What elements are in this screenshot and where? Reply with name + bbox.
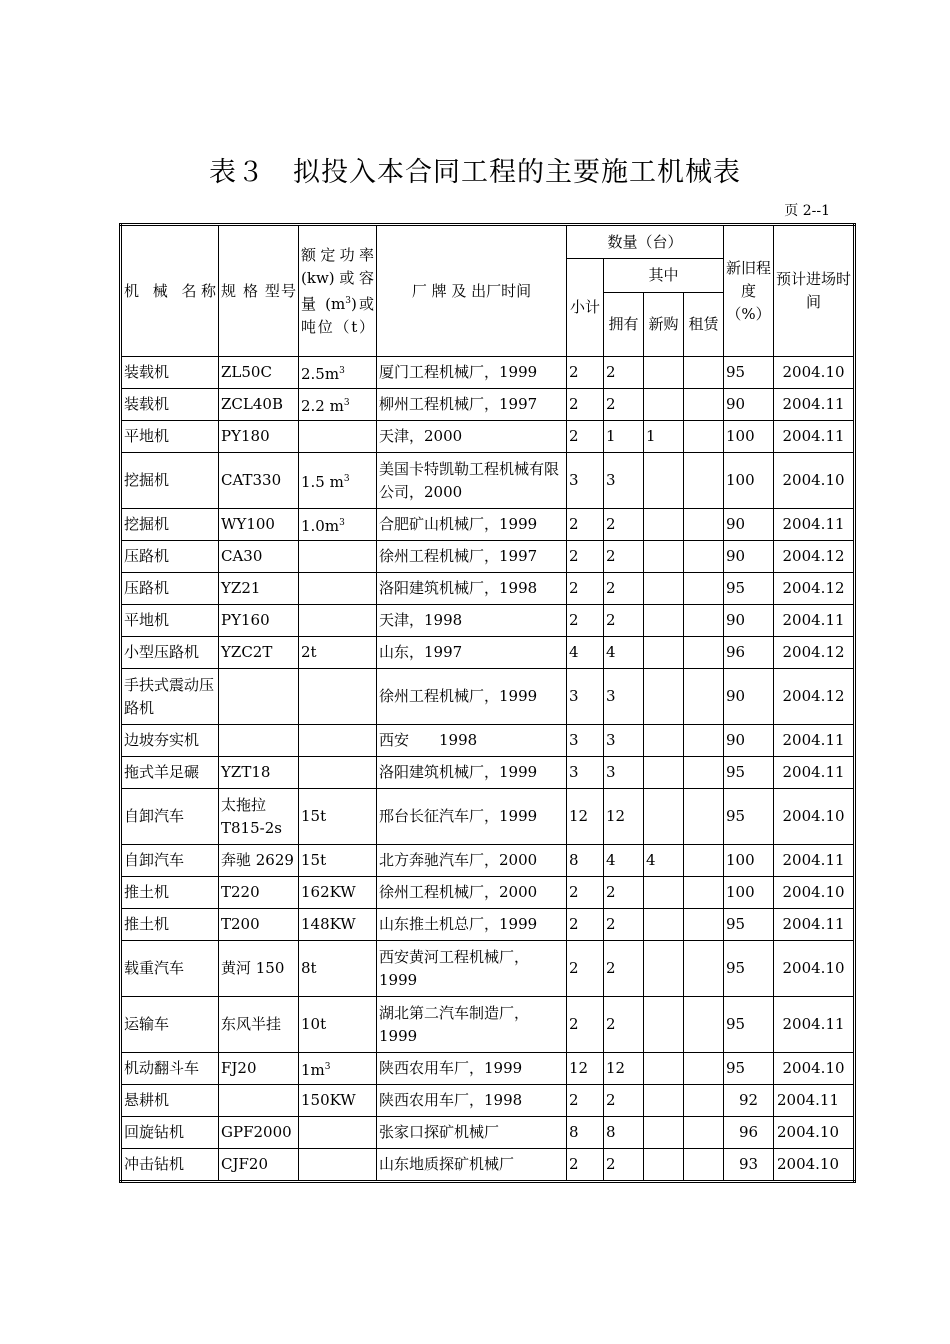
cell-condition: 90 [724,389,774,421]
cell-arrival: 2004.11 [774,845,855,877]
table-row [121,509,855,541]
header-capacity: 额定功率(kw)或容量 $(m^3)$或吨位（t） [299,225,377,357]
cell-condition: 90 [724,669,774,725]
cell-maker: 陕西农用车厂，1999 [377,1053,567,1085]
cell-subtotal: 2 [567,941,604,997]
cell-owned: 2 [604,357,644,389]
cell-new-buy [644,357,684,389]
cell-maker: 西安 1998 [377,725,567,757]
cell-arrival: 2004.11 [774,1085,855,1117]
cell-new-buy [644,669,684,725]
table-row [121,357,855,389]
cell-spec: 黄河 150 [219,941,299,997]
cell-name: 自卸汽车 [121,789,219,845]
cell-condition: 95 [724,941,774,997]
cell-subtotal: 3 [567,757,604,789]
cell-rent [684,725,724,757]
table-row [121,909,855,941]
cell-capacity [299,605,377,637]
cell-new-buy [644,1085,684,1117]
cell-arrival: 2004.11 [774,997,855,1053]
cell-name: 机动翻斗车 [121,1053,219,1085]
cell-rent [684,789,724,845]
table-row [121,541,855,573]
cell-condition: 90 [724,541,774,573]
cell-name: 边坡夯实机 [121,725,219,757]
cell-condition: 95 [724,757,774,789]
table-row [121,389,855,421]
cell-name: 冲击钻机 [121,1149,219,1182]
cell-new-buy [644,453,684,509]
header-maker: 厂 牌 及 出厂时间 [377,225,567,357]
cell-new-buy [644,909,684,941]
cell-name: 回旋钻机 [121,1117,219,1149]
cell-maker: 山东，1997 [377,637,567,669]
cell-new-buy [644,573,684,605]
cell-subtotal: 4 [567,637,604,669]
cell-condition: 90 [724,605,774,637]
cell-subtotal: 8 [567,1117,604,1149]
cell-arrival: 2004.10 [774,1149,855,1182]
cell-new-buy [644,1117,684,1149]
cell-capacity: 162KW [299,877,377,909]
cell-owned: 3 [604,453,644,509]
cell-owned: 12 [604,1053,644,1085]
cell-name: 悬耕机 [121,1085,219,1117]
cell-spec [219,725,299,757]
cell-subtotal: 12 [567,789,604,845]
cell-new-buy [644,389,684,421]
cell-arrival: 2004.10 [774,789,855,845]
table-row [121,1149,855,1182]
cell-rent [684,605,724,637]
cell-spec: CA30 [219,541,299,573]
cell-rent [684,757,724,789]
header-quantity: 数量（台） [567,225,724,259]
cell-maker: 西安黄河工程机械厂，1999 [377,941,567,997]
cell-owned: 2 [604,877,644,909]
cell-name: 自卸汽车 [121,845,219,877]
cell-maker: 徐州工程机械厂，1997 [377,541,567,573]
cell-arrival: 2004.10 [774,1117,855,1149]
cell-spec [219,669,299,725]
cell-condition: 95 [724,357,774,389]
cell-spec: FJ20 [219,1053,299,1085]
cell-arrival: 2004.10 [774,1053,855,1085]
cell-condition: 93 [724,1149,774,1182]
cell-capacity: 2.2 $m^3$ [299,389,377,421]
cell-rent [684,357,724,389]
cell-rent [684,541,724,573]
header-among: 其中 [604,259,724,293]
cell-new-buy [644,509,684,541]
cell-new-buy: 4 [644,845,684,877]
cell-capacity: 2t [299,637,377,669]
cell-subtotal: 8 [567,845,604,877]
cell-owned: 3 [604,757,644,789]
cell-condition: 95 [724,1053,774,1085]
cell-maker: 徐州工程机械厂，2000 [377,877,567,909]
cell-capacity [299,757,377,789]
cell-capacity: 148KW [299,909,377,941]
header-owned: 拥有 [604,293,644,357]
header-spec: 规 格 型号 [219,225,299,357]
cell-owned: 2 [604,573,644,605]
cell-owned: 4 [604,637,644,669]
cell-capacity: 1.5 $m^3$ [299,453,377,509]
cell-maker: 天津，2000 [377,421,567,453]
cell-name: 拖式羊足碾 [121,757,219,789]
cell-capacity: 10t [299,997,377,1053]
table-body [121,357,855,1182]
cell-owned: 2 [604,1149,644,1182]
cell-subtotal: 2 [567,421,604,453]
cell-condition: 100 [724,845,774,877]
cell-spec: YZC2T [219,637,299,669]
cell-capacity [299,541,377,573]
cell-condition: 95 [724,573,774,605]
cell-owned: 2 [604,389,644,421]
cell-capacity [299,669,377,725]
cell-arrival: 2004.10 [774,877,855,909]
cell-spec: PY160 [219,605,299,637]
cell-capacity [299,1149,377,1182]
cell-owned: 2 [604,997,644,1053]
cell-new-buy [644,637,684,669]
cell-name: 载重汽车 [121,941,219,997]
header-rent: 租赁 [684,293,724,357]
cell-owned: 2 [604,541,644,573]
cell-capacity [299,421,377,453]
cell-rent [684,509,724,541]
cell-condition: 92 [724,1085,774,1117]
cell-spec: CJF20 [219,1149,299,1182]
cell-condition: 95 [724,789,774,845]
machinery-table [119,223,856,1183]
cell-condition: 90 [724,509,774,541]
cell-rent [684,909,724,941]
cell-rent [684,1117,724,1149]
cell-spec: PY180 [219,421,299,453]
cell-maker: 张家口探矿机械厂 [377,1117,567,1149]
cell-condition: 100 [724,453,774,509]
cell-owned: 2 [604,941,644,997]
cell-spec: YZ21 [219,573,299,605]
cell-name: 推土机 [121,877,219,909]
table-row [121,845,855,877]
cell-owned: 3 [604,669,644,725]
cell-maker: 柳州工程机械厂，1997 [377,389,567,421]
header-arrival: 预计进场时间 [774,225,855,357]
cell-subtotal: 2 [567,1149,604,1182]
cell-name: 挖掘机 [121,509,219,541]
cell-arrival: 2004.10 [774,453,855,509]
cell-spec: CAT330 [219,453,299,509]
cell-name: 装载机 [121,389,219,421]
table-row [121,573,855,605]
cell-new-buy [644,757,684,789]
cell-new-buy [644,941,684,997]
table-row [121,1053,855,1085]
table-row [121,877,855,909]
page-title: 表３ 拟投入本合同工程的主要施工机械表 [209,157,741,188]
cell-rent [684,669,724,725]
cell-capacity: 150KW [299,1085,377,1117]
cell-arrival: 2004.12 [774,669,855,725]
cell-owned: 2 [604,909,644,941]
header-subtotal: 小计 [567,259,604,357]
cell-new-buy: 1 [644,421,684,453]
cell-new-buy [644,789,684,845]
cell-spec: 太拖拉T815-2s [219,789,299,845]
cell-spec: T200 [219,909,299,941]
cell-rent [684,997,724,1053]
cell-new-buy [644,877,684,909]
cell-owned: 2 [604,509,644,541]
table-row [121,789,855,845]
cell-spec: T220 [219,877,299,909]
cell-arrival: 2004.12 [774,637,855,669]
cell-subtotal: 2 [567,605,604,637]
cell-arrival: 2004.11 [774,509,855,541]
cell-arrival: 2004.11 [774,725,855,757]
cell-name: 运输车 [121,997,219,1053]
cell-arrival: 2004.12 [774,573,855,605]
cell-capacity: $1.0m^3$ [299,509,377,541]
cell-subtotal: 2 [567,357,604,389]
cell-owned: 2 [604,1085,644,1117]
cell-subtotal: 2 [567,1085,604,1117]
table-row [121,1117,855,1149]
cell-capacity: $2.5m^3$ [299,357,377,389]
cell-owned: 8 [604,1117,644,1149]
header-name: 机 械 名称 [121,225,219,357]
cell-name: 平地机 [121,605,219,637]
cell-maker: 山东推土机总厂，1999 [377,909,567,941]
cell-maker: 徐州工程机械厂，1999 [377,669,567,725]
header-condition: 新旧程度（%） [724,225,774,357]
cell-capacity: 15t [299,845,377,877]
cell-capacity [299,725,377,757]
cell-subtotal: 2 [567,877,604,909]
cell-capacity [299,573,377,605]
cell-new-buy [644,605,684,637]
cell-arrival: 2004.11 [774,605,855,637]
table-row [121,725,855,757]
table-row [121,453,855,509]
cell-arrival: 2004.11 [774,421,855,453]
table-row [121,941,855,997]
cell-new-buy [644,997,684,1053]
cell-spec [219,1085,299,1117]
cell-subtotal: 3 [567,669,604,725]
cell-name: 平地机 [121,421,219,453]
header-new-buy: 新购 [644,293,684,357]
cell-subtotal: 3 [567,725,604,757]
cell-subtotal: 2 [567,997,604,1053]
cell-condition: 95 [724,909,774,941]
cell-spec: YZT18 [219,757,299,789]
cell-condition: 96 [724,1117,774,1149]
table-row [121,669,855,725]
cell-name: 装载机 [121,357,219,389]
cell-owned: 4 [604,845,644,877]
cell-spec: ZL50C [219,357,299,389]
cell-maker: 邢台长征汽车厂，1999 [377,789,567,845]
cell-name: 压路机 [121,541,219,573]
cell-subtotal: 12 [567,1053,604,1085]
cell-condition: 96 [724,637,774,669]
cell-spec: 奔驰 2629 [219,845,299,877]
cell-rent [684,453,724,509]
cell-maker: 洛阳建筑机械厂，1999 [377,757,567,789]
cell-capacity: $1m^3$ [299,1053,377,1085]
cell-rent [684,1053,724,1085]
cell-arrival: 2004.10 [774,941,855,997]
cell-condition: 95 [724,997,774,1053]
cell-rent [684,941,724,997]
cell-maker: 厦门工程机械厂，1999 [377,357,567,389]
cell-rent [684,1085,724,1117]
cell-arrival: 2004.10 [774,357,855,389]
cell-maker: 山东地质探矿机械厂 [377,1149,567,1182]
cell-maker: 湖北第二汽车制造厂，1999 [377,997,567,1053]
table-row [121,421,855,453]
cell-new-buy [644,1149,684,1182]
cell-rent [684,421,724,453]
cell-subtotal: 3 [567,453,604,509]
cell-new-buy [644,725,684,757]
cell-name: 压路机 [121,573,219,605]
table-row [121,1085,855,1117]
cell-arrival: 2004.12 [774,541,855,573]
cell-subtotal: 2 [567,509,604,541]
cell-arrival: 2004.11 [774,389,855,421]
table-row [121,757,855,789]
cell-rent [684,1149,724,1182]
cell-spec: GPF2000 [219,1117,299,1149]
cell-owned: 1 [604,421,644,453]
cell-capacity: 8t [299,941,377,997]
cell-rent [684,845,724,877]
cell-owned: 2 [604,605,644,637]
cell-maker: 美国卡特凯勒工程机械有限公司，2000 [377,453,567,509]
cell-maker: 陕西农用车厂，1998 [377,1085,567,1117]
cell-subtotal: 2 [567,909,604,941]
cell-name: 手扶式震动压路机 [121,669,219,725]
cell-name: 挖掘机 [121,453,219,509]
cell-name: 推土机 [121,909,219,941]
cell-maker: 合肥矿山机械厂，1999 [377,509,567,541]
cell-name: 小型压路机 [121,637,219,669]
cell-owned: 3 [604,725,644,757]
cell-capacity: 15t [299,789,377,845]
cell-spec: WY100 [219,509,299,541]
cell-maker: 北方奔驰汽车厂，2000 [377,845,567,877]
cell-subtotal: 2 [567,573,604,605]
cell-capacity [299,1117,377,1149]
cell-condition: 100 [724,877,774,909]
cell-maker: 天津，1998 [377,605,567,637]
cell-new-buy [644,1053,684,1085]
cell-spec: 东风半挂 [219,997,299,1053]
table-row [121,637,855,669]
cell-subtotal: 2 [567,389,604,421]
cell-rent [684,389,724,421]
cell-maker: 洛阳建筑机械厂，1998 [377,573,567,605]
cell-rent [684,877,724,909]
cell-arrival: 2004.11 [774,909,855,941]
cell-subtotal: 2 [567,541,604,573]
table-row [121,605,855,637]
cell-new-buy [644,541,684,573]
cell-arrival: 2004.11 [774,757,855,789]
cell-condition: 90 [724,725,774,757]
page-number: 页 2--1 [784,203,830,219]
table-row [121,997,855,1053]
cell-condition: 100 [724,421,774,453]
cell-spec: ZCL40B [219,389,299,421]
cell-rent [684,637,724,669]
cell-rent [684,573,724,605]
cell-owned: 12 [604,789,644,845]
